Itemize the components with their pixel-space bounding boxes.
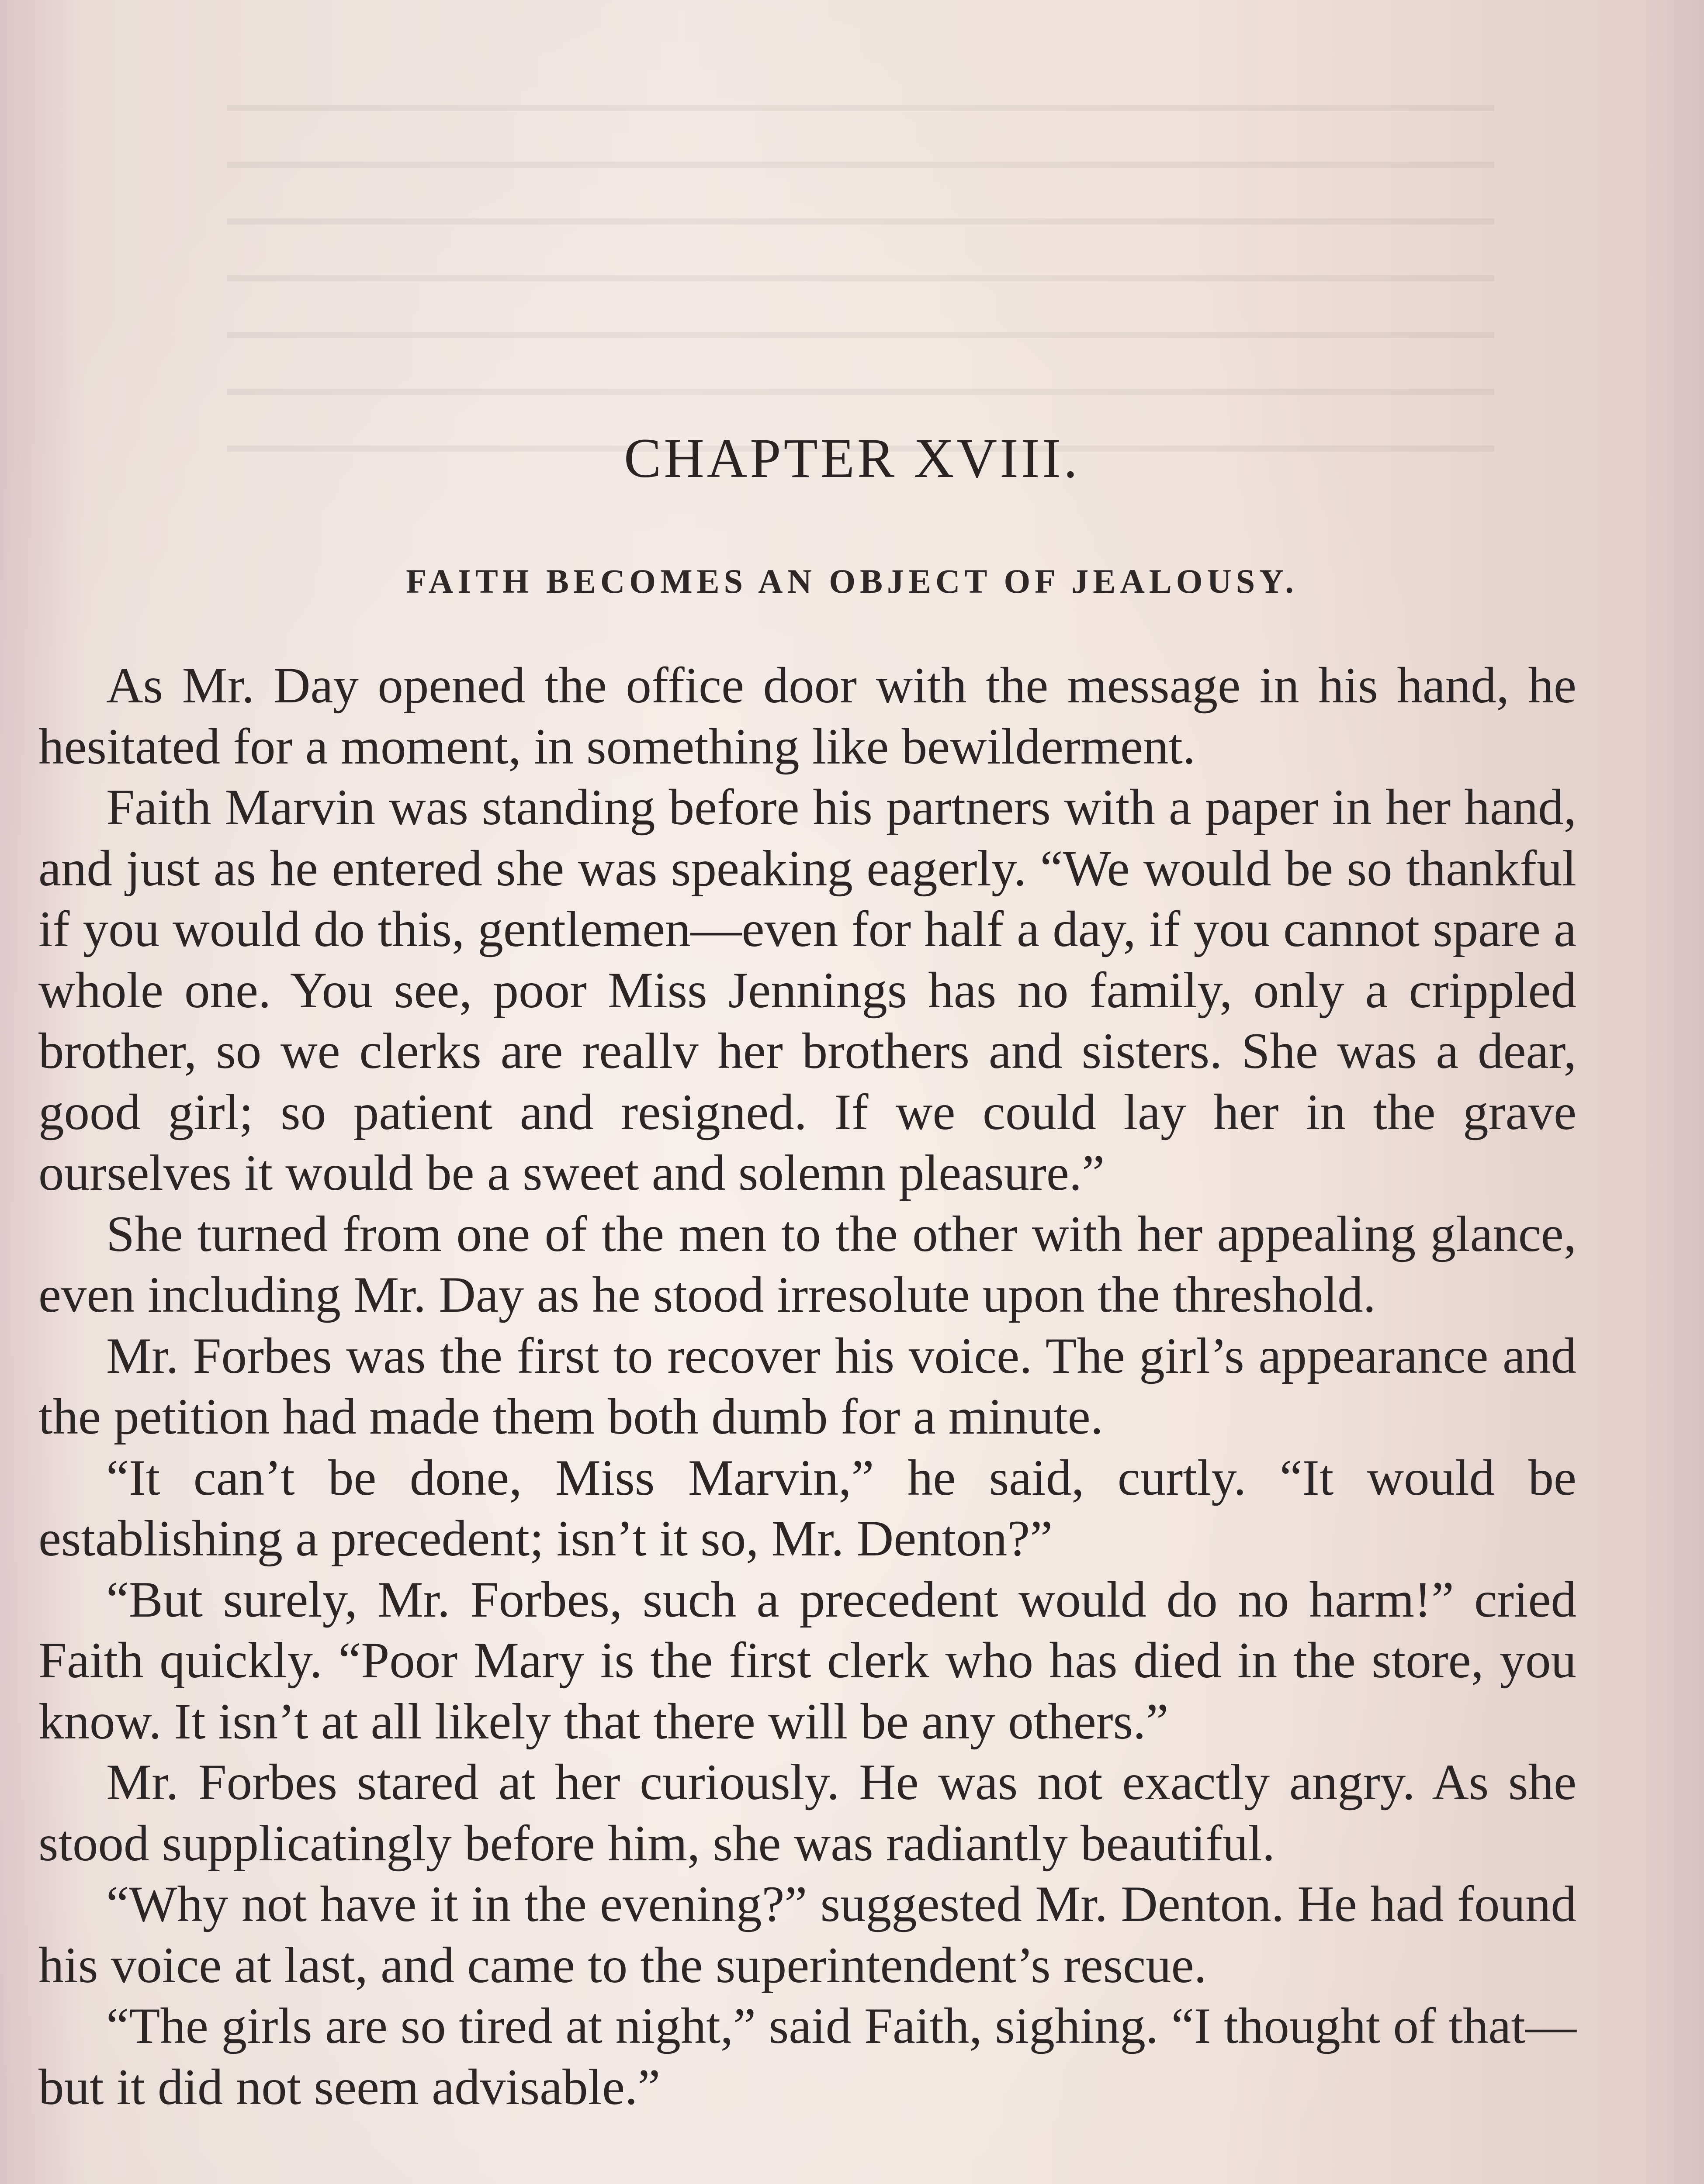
- paragraph: “Why not have it in the evening?” suggested Mr. Denton. He had found his voice at last, and came to the superintendent’s rescue.: [38, 1876, 1576, 1994]
- chapter-body: [38, 655, 1576, 2184]
- paragraph: Mr. Forbes stared at her curiously. He was not exactly angry. As she stood supplicatingly before him, she was radiantly beautiful.: [38, 1754, 1576, 1872]
- paragraph: As Mr. Day opened the office door with the message in his hand, he hesitated for a moment, in something like bewilderment.: [38, 657, 1576, 775]
- paragraph: “It can’t be done, Miss Marvin,” he said, curtly. “It would be establishing a precedent; isn’t it so, Mr. Denton?”: [38, 1449, 1576, 1567]
- paragraph: Mr. Forbes was the first to recover his voice. The girl’s appearance and the petition had made them both dumb for a minute.: [38, 1327, 1576, 1445]
- chapter-subtitle: FAITH BECOMES AN OBJECT OF JEALOUSY.: [406, 562, 1298, 600]
- chapter-title: CHAPTER XVIII.: [624, 427, 1080, 489]
- paragraph: She turned from one of the men to the other with her appealing glance, even including Mr. Day as he stood irresolute upon the threshold.: [38, 1206, 1576, 1323]
- paragraph: “But surely, Mr. Forbes, such a precedent would do no harm!” cried Faith quickly. “Poor Mary is the first clerk who has died in the store, you know. It isn’t at all likely that there will be any others.”: [38, 1571, 1576, 1750]
- paragraph: Faith Marvin was standing before his partners with a paper in her hand, and just as he entered she was speaking eagerly. “We would be so thankful if you would do this, gentlemen—even for half a day, if you cannot spare a whole one. You see, poor Miss Jennings has no family, only a crippled brother, so we clerks are reallv her brothers and sisters. She was a dear, good girl; so patient and resigned. If we could lay her in the grave ourselves it would be a sweet and solemn pleasure.”: [38, 779, 1576, 1201]
- paragraph: “The girls are so tired at night,” said Faith, sighing. “I thought of that—but it did not seem advisable.”: [38, 1998, 1576, 2115]
